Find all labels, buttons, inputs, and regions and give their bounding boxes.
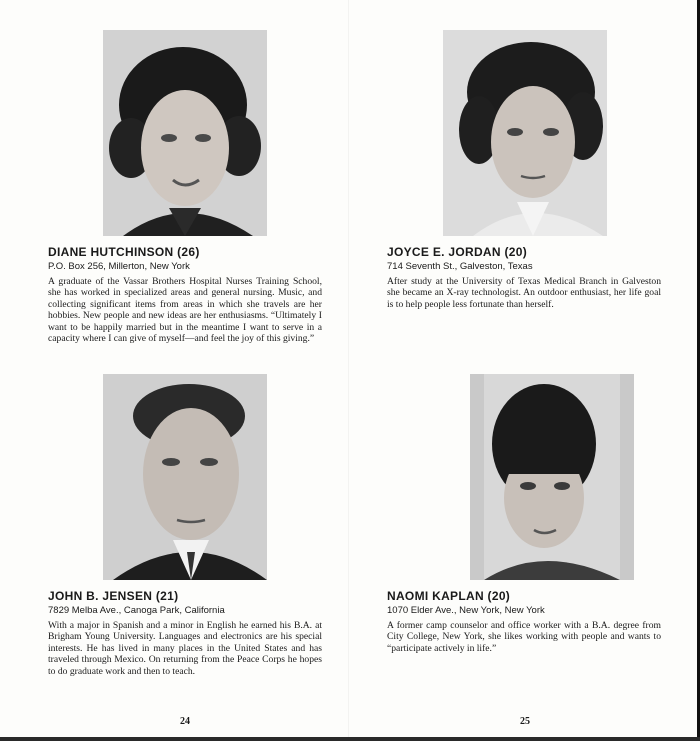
profile-name: NAOMI KAPLAN (20) (387, 589, 511, 603)
page-number-right: 25 (520, 716, 530, 727)
profile-address: 1070 Elder Ave., New York, New York (387, 605, 545, 616)
profile-name: JOHN B. JENSEN (21) (48, 589, 179, 603)
profile-bio: After study at the University of Texas Medical Branch in Galveston she became an X-ray technologist. An outdoor enthusiast, her life goal is to help people less fortunate than herself. (387, 276, 661, 310)
page-number-left: 24 (180, 716, 190, 727)
profile-name: DIANE HUTCHINSON (26) (48, 245, 200, 259)
profile-name: JOYCE E. JORDAN (20) (387, 245, 528, 259)
portrait-photo (103, 30, 267, 236)
page-fold (348, 0, 349, 741)
profile-bio: With a major in Spanish and a minor in English he earned his B.A. at Brigham Young University. Languages and electronics are his special interests. He has lived in many places in the United States and has traveled through Mexico. On returning from the Peace Corps he hopes to do graduate work and then to teach. (48, 620, 322, 677)
portrait-photo (103, 374, 267, 580)
profile-bio: A graduate of the Vassar Brothers Hospital Nurses Training School, she has worked in specialized areas and general nursing. Music, and collecting significant items from areas in which she travels are her hobbies. New people and new ideas are her enthusiasms. “Ultimately I want to be happily married but in the meantime I want to serve in a capacity where I can give of myself—and feel the joy of this giving.” (48, 276, 322, 345)
portrait-photo (470, 374, 634, 580)
profile-address: 714 Seventh St., Galveston, Texas (387, 261, 533, 272)
profile-address: P.O. Box 256, Millerton, New York (48, 261, 190, 272)
portrait-photo (443, 30, 607, 236)
profile-address: 7829 Melba Ave., Canoga Park, California (48, 605, 225, 616)
page-edge (0, 737, 700, 741)
profile-bio: A former camp counselor and office worker with a B.A. degree from City College, New York, she likes working with people and wants to “participate actively in life.” (387, 620, 661, 654)
